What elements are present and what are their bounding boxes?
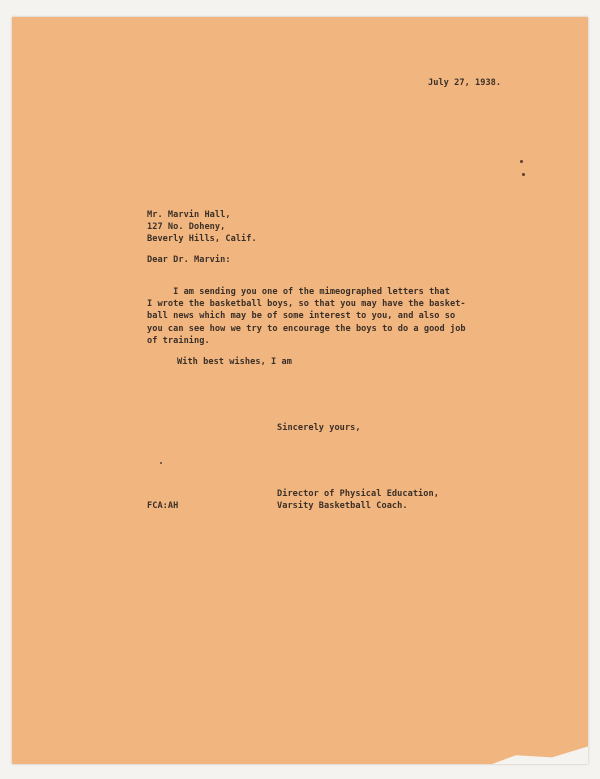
body-line: I am sending you one of the mimeographed letters that xyxy=(147,287,450,297)
body-line: I wrote the basketball boys, so that you may have the basket- xyxy=(147,299,466,310)
address-line: Mr. Marvin Hall, xyxy=(147,210,231,220)
body-line: of training. xyxy=(147,335,210,346)
torn-corner xyxy=(468,742,588,764)
address-line: Beverly Hills, Calif. xyxy=(147,234,257,245)
paper-speck xyxy=(160,462,162,464)
closing-line: With best wishes, I am xyxy=(177,357,292,367)
paper-speck xyxy=(522,173,525,176)
title-line: Varsity Basketball Coach. xyxy=(277,501,408,512)
typist-initials: FCA:AH xyxy=(147,501,179,511)
paper-speck xyxy=(520,160,523,163)
letter-paper xyxy=(12,17,588,764)
sign-off: Sincerely yours, xyxy=(277,423,361,433)
signature-titles xyxy=(277,488,439,512)
recipient-address xyxy=(147,209,257,246)
address-line: 127 No. Doheny, xyxy=(147,222,226,233)
body-line: ball news which may be of some interest to you, and also so xyxy=(147,311,456,322)
title-line: Director of Physical Education, xyxy=(277,489,439,499)
letter-date: July 27, 1938. xyxy=(428,78,502,88)
salutation: Dear Dr. Marvin: xyxy=(147,255,231,265)
letter-body xyxy=(147,286,466,347)
body-line: you can see how we try to encourage the boys to do a good job xyxy=(147,323,466,334)
